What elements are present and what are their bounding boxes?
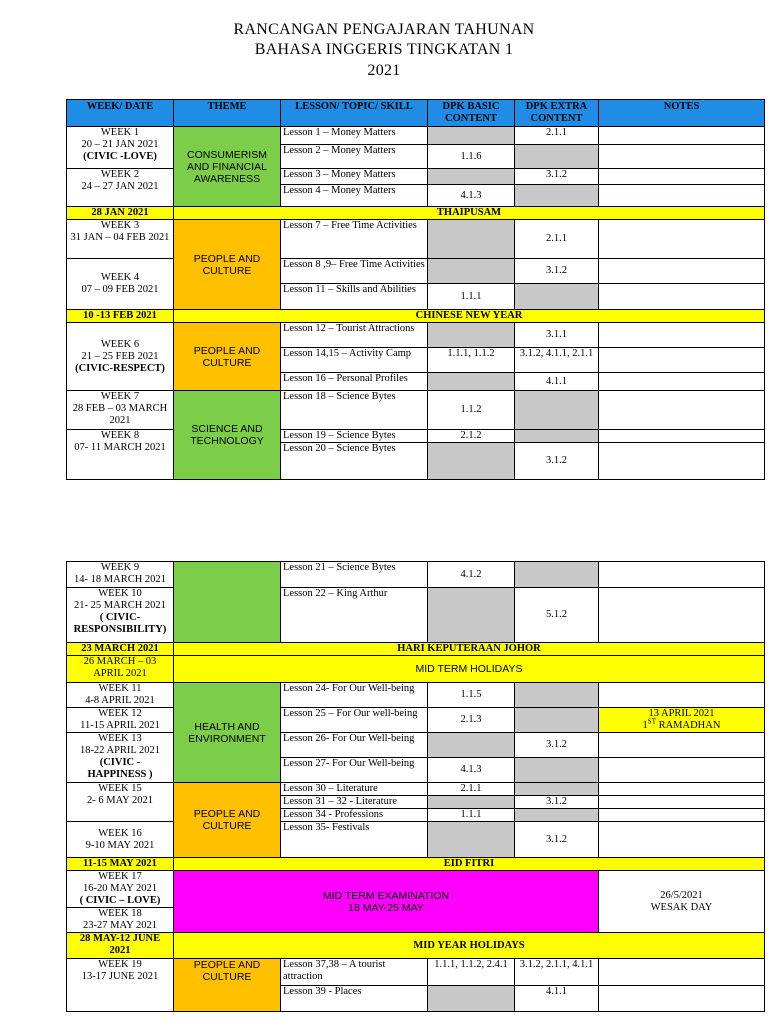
- dpk-basic-cell: [428, 796, 515, 809]
- table-header-row: [67, 100, 765, 127]
- dpk-extra-cell: [515, 430, 599, 443]
- dpk-basic-cell: 4.1.2: [428, 562, 515, 588]
- week-cell: WEEK 15 2- 6 MAY 2021: [67, 783, 174, 822]
- dpk-basic-cell: 1.1.1: [428, 809, 515, 822]
- lesson-cell: Lesson 16 – Personal Profiles: [281, 373, 428, 391]
- dpk-extra-cell: [515, 391, 599, 430]
- notes-cell: [599, 822, 765, 858]
- lesson-cell: Lesson 25 – For Our well-being: [281, 708, 428, 733]
- notes-cell: [599, 683, 765, 708]
- notes-cell: [599, 758, 765, 783]
- week-cell: WEEK 17 16-20 MAY 2021 ( CIVIC – LOVE): [67, 871, 174, 908]
- dpk-extra-cell: [515, 809, 599, 822]
- dpk-basic-cell: [428, 986, 515, 1012]
- dpk-extra-cell: [515, 708, 599, 733]
- dpk-basic-cell: [428, 822, 515, 858]
- holiday-label: CHINESE NEW YEAR: [174, 310, 765, 323]
- dpk-basic-cell: 4.1.3: [428, 185, 515, 207]
- doc-title-line1: RANCANGAN PENGAJARAN TAHUNAN: [233, 21, 535, 38]
- notes-cell: [599, 959, 765, 986]
- doc-title-line2: BAHASA INGGERIS TINGKATAN 1: [254, 41, 514, 58]
- table-row: [67, 562, 765, 588]
- dpk-extra-cell: [515, 758, 599, 783]
- table-row: [67, 588, 765, 643]
- lesson-cell: Lesson 21 – Science Bytes: [281, 562, 428, 588]
- lesson-cell: Lesson 39 - Places: [281, 986, 428, 1012]
- notes-cell: [599, 348, 765, 373]
- dpk-extra-cell: [515, 683, 599, 708]
- week-cell: WEEK 8 07- 11 MARCH 2021: [67, 430, 174, 480]
- table-row: [67, 959, 765, 986]
- doc-title-year: 2021: [367, 62, 401, 79]
- dpk-basic-cell: [428, 588, 515, 643]
- lesson-cell: Lesson 11 – Skills and Abilities: [281, 284, 428, 310]
- holiday-date: 23 MARCH 2021: [67, 643, 174, 656]
- dpk-basic-cell: 1.1.1, 1.1.2, 2.4.1: [428, 959, 515, 986]
- dpk-basic-cell: [428, 733, 515, 758]
- lesson-cell: Lesson 26- For Our Well-being: [281, 733, 428, 758]
- theme-cell: PEOPLE AND CULTURE: [174, 783, 281, 858]
- notes-cell: [599, 809, 765, 822]
- table-row: [67, 391, 765, 430]
- notes-cell: [599, 169, 765, 185]
- lesson-cell: Lesson 31 – 32 - Literature: [281, 796, 428, 809]
- dpk-extra-cell: 3.1.1: [515, 323, 599, 348]
- theme-cell: HEALTH AND ENVIRONMENT: [174, 683, 281, 783]
- week-cell: WEEK 12 11-15 APRIL 2021: [67, 708, 174, 733]
- week-cell: WEEK 18 23-27 MAY 2021: [67, 908, 174, 933]
- holiday-date: 26 MARCH – 03 APRIL 2021: [67, 656, 174, 683]
- dpk-extra-cell: [515, 783, 599, 796]
- lesson-cell: Lesson 12 – Tourist Attractions: [281, 323, 428, 348]
- lesson-cell: Lesson 20 – Science Bytes: [281, 443, 428, 480]
- dpk-basic-cell: 1.1.1: [428, 284, 515, 310]
- holiday-band-row: [67, 643, 765, 656]
- table-row: [67, 169, 765, 185]
- col-lesson: LESSON/ TOPIC/ SKILL: [281, 100, 428, 127]
- lesson-cell: Lesson 14,15 – Activity Camp: [281, 348, 428, 373]
- holiday-date: 10 -13 FEB 2021: [67, 310, 174, 323]
- dpk-extra-cell: [515, 284, 599, 310]
- notes-cell: [599, 284, 765, 310]
- week-cell: WEEK 4 07 – 09 FEB 2021: [67, 259, 174, 310]
- col-dpk-basic: DPK BASIC CONTENT: [428, 100, 515, 127]
- dpk-extra-cell: 3.1.2: [515, 443, 599, 480]
- theme-cell: SCIENCE AND TECHNOLOGY: [174, 391, 281, 480]
- table-row: [67, 323, 765, 348]
- theme-cell: PEOPLE AND CULTURE: [174, 959, 281, 1012]
- plan-table-page1: [66, 99, 765, 480]
- dpk-basic-cell: 1.1.6: [428, 145, 515, 169]
- dpk-basic-cell: [428, 220, 515, 259]
- lesson-cell: Lesson 4 – Money Matters: [281, 185, 428, 207]
- notes-cell: [599, 588, 765, 643]
- notes-cell: [599, 323, 765, 348]
- dpk-basic-cell: 1.1.2: [428, 391, 515, 430]
- holiday-band-row: [67, 207, 765, 220]
- holiday-date: 11-15 MAY 2021: [67, 858, 174, 871]
- dpk-extra-cell: 3.1.2, 4.1.1, 2.1.1: [515, 348, 599, 373]
- notes-cell: [599, 391, 765, 430]
- dpk-basic-cell: 2.1.1: [428, 783, 515, 796]
- notes-cell: [599, 220, 765, 259]
- holiday-label: EID FITRI: [174, 858, 765, 871]
- col-theme: THEME: [174, 100, 281, 127]
- lesson-cell: Lesson 27- For Our Well-being: [281, 758, 428, 783]
- week-cell: WEEK 13 18-22 APRIL 2021 (CIVIC - HAPPINESS ): [67, 733, 174, 783]
- holiday-date: 28 MAY-12 JUNE 2021: [67, 933, 174, 959]
- holiday-band-row: [67, 933, 765, 959]
- dpk-extra-cell: 3.1.2: [515, 169, 599, 185]
- week-cell: WEEK 1 20 – 21 JAN 2021 (CIVIC -LOVE): [67, 127, 174, 169]
- lesson-cell: Lesson 24- For Our Well-being: [281, 683, 428, 708]
- lesson-cell: Lesson 18 – Science Bytes: [281, 391, 428, 430]
- lesson-cell: Lesson 35- Festivals: [281, 822, 428, 858]
- table-row: [67, 733, 765, 758]
- dpk-extra-cell: 5.1.2: [515, 588, 599, 643]
- week-cell: WEEK 10 21- 25 MARCH 2021 ( CIVIC-RESPONSIBILITY): [67, 588, 174, 643]
- dpk-extra-cell: 3.1.2: [515, 796, 599, 809]
- lesson-cell: Lesson 1 – Money Matters: [281, 127, 428, 145]
- week-cell: WEEK 11 4-8 APRIL 2021: [67, 683, 174, 708]
- col-dpk-extra: DPK EXTRA CONTENT: [515, 100, 599, 127]
- lesson-cell: Lesson 2 – Money Matters: [281, 145, 428, 169]
- col-notes: NOTES: [599, 100, 765, 127]
- notes-cell: [599, 430, 765, 443]
- lesson-cell: Lesson 19 – Science Bytes: [281, 430, 428, 443]
- notes-cell: [599, 562, 765, 588]
- lesson-cell: Lesson 34 - Professions: [281, 809, 428, 822]
- lesson-cell: Lesson 22 – King Arthur: [281, 588, 428, 643]
- table-row: [67, 708, 765, 733]
- dpk-basic-cell: [428, 373, 515, 391]
- holiday-label: HARI KEPUTERAAN JOHOR: [174, 643, 765, 656]
- holiday-label: MID TERM HOLIDAYS: [174, 656, 765, 683]
- dpk-extra-cell: [515, 562, 599, 588]
- dpk-basic-cell: 1.1.1, 1.1.2: [428, 348, 515, 373]
- lesson-cell: Lesson 7 – Free Time Activities: [281, 220, 428, 259]
- plan-table-page2: [66, 561, 765, 1012]
- theme-cell: CONSUMERISM AND FINANCIAL AWARENESS: [174, 127, 281, 207]
- holiday-label: MID YEAR HOLIDAYS: [174, 933, 765, 959]
- dpk-basic-cell: 2.1.3: [428, 708, 515, 733]
- dpk-basic-cell: [428, 323, 515, 348]
- table-row: [67, 871, 765, 908]
- table-row: [67, 430, 765, 443]
- dpk-extra-cell: 3.1.2: [515, 259, 599, 284]
- dpk-extra-cell: 3.1.2, 2.1.1, 4.1.1: [515, 959, 599, 986]
- dpk-extra-cell: [515, 145, 599, 169]
- dpk-basic-cell: 2.1.2: [428, 430, 515, 443]
- notes-cell: [599, 443, 765, 480]
- holiday-band-row: [67, 656, 765, 683]
- notes-cell: [599, 145, 765, 169]
- week-cell: WEEK 2 24 – 27 JAN 2021: [67, 169, 174, 207]
- table-row: [67, 127, 765, 145]
- notes-cell: [599, 185, 765, 207]
- notes-cell: [599, 259, 765, 284]
- dpk-extra-cell: 3.1.2: [515, 733, 599, 758]
- lesson-cell: Lesson 8 ,9– Free Time Activities: [281, 259, 428, 284]
- dpk-basic-cell: [428, 127, 515, 145]
- dpk-extra-cell: 3.1.2: [515, 822, 599, 858]
- dpk-extra-cell: 4.1.1: [515, 373, 599, 391]
- dpk-basic-cell: 4.1.3: [428, 758, 515, 783]
- table-row: [67, 683, 765, 708]
- table-row: [67, 822, 765, 858]
- exam-block: MID TERM EXAMINATION 18 MAY-25 MAY: [174, 871, 599, 933]
- week-cell: WEEK 19 13-17 JUNE 2021: [67, 959, 174, 1012]
- week-cell: WEEK 7 28 FEB – 03 MARCH 2021: [67, 391, 174, 430]
- note-wesak: 26/5/2021 WESAK DAY: [599, 871, 765, 933]
- dpk-basic-cell: [428, 169, 515, 185]
- dpk-extra-cell: [515, 185, 599, 207]
- holiday-label: THAIPUSAM: [174, 207, 765, 220]
- notes-cell: [599, 796, 765, 809]
- week-cell: WEEK 6 21 – 25 FEB 2021 (CIVIC-RESPECT): [67, 323, 174, 391]
- holiday-band-row: [67, 858, 765, 871]
- theme-cell: PEOPLE AND CULTURE: [174, 323, 281, 391]
- table-row: [67, 259, 765, 284]
- notes-cell: [599, 986, 765, 1012]
- week-cell: WEEK 9 14- 18 MARCH 2021: [67, 562, 174, 588]
- notes-cell: [599, 733, 765, 758]
- dpk-extra-cell: 4.1.1: [515, 986, 599, 1012]
- week-cell: WEEK 16 9-10 MAY 2021: [67, 822, 174, 858]
- dpk-extra-cell: 2.1.1: [515, 127, 599, 145]
- lesson-cell: Lesson 37,38 – A tourist attraction: [281, 959, 428, 986]
- lesson-cell: Lesson 30 – Literature: [281, 783, 428, 796]
- dpk-basic-cell: 1.1.5: [428, 683, 515, 708]
- week-cell: WEEK 3 31 JAN – 04 FEB 2021: [67, 220, 174, 259]
- dpk-basic-cell: [428, 259, 515, 284]
- theme-cell: [174, 562, 281, 643]
- theme-cell: PEOPLE AND CULTURE: [174, 220, 281, 310]
- notes-cell: [599, 783, 765, 796]
- col-week-date: WEEK/ DATE: [67, 100, 174, 127]
- table-row: [67, 220, 765, 259]
- note-ramadhan: 13 APRIL 2021 1ST RAMADHAN: [599, 708, 765, 733]
- dpk-extra-cell: 2.1.1: [515, 220, 599, 259]
- lesson-cell: Lesson 3 – Money Matters: [281, 169, 428, 185]
- notes-cell: [599, 127, 765, 145]
- holiday-date: 28 JAN 2021: [67, 207, 174, 220]
- notes-cell: [599, 373, 765, 391]
- table-row: [67, 783, 765, 796]
- holiday-band-row: [67, 310, 765, 323]
- dpk-basic-cell: [428, 443, 515, 480]
